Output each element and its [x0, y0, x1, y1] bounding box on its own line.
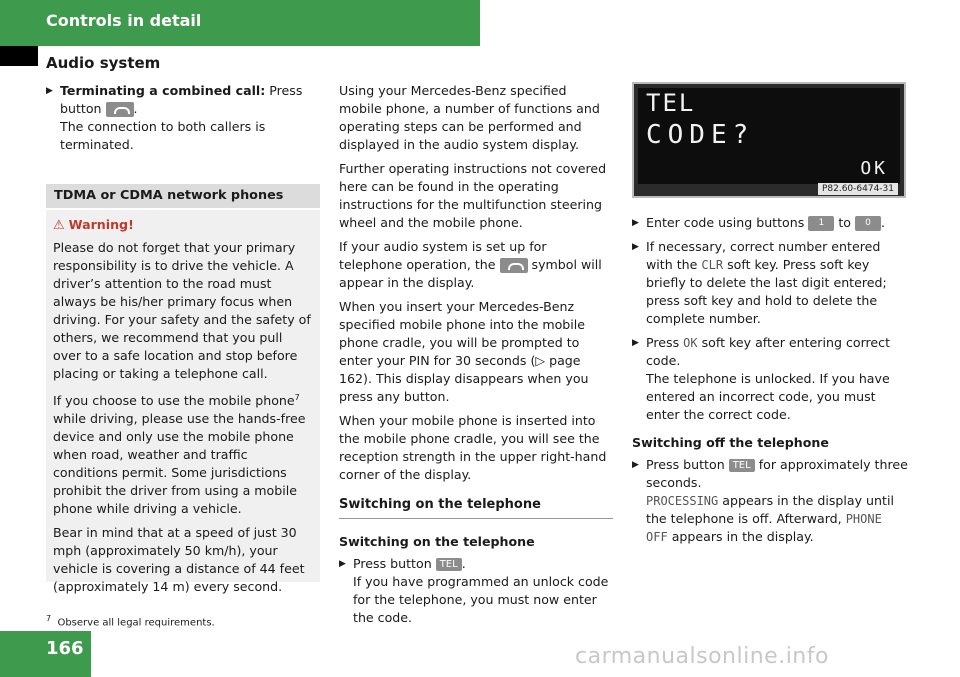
end-call-key-icon — [106, 102, 134, 117]
warning-paragraph-1: Please do not forget that your primary responsibility is to drive the vehicle. A driver’s attention to the road must always be his/her primary focus when driving. For your safety and the safety of others, we recommend that you pull over to a safe location and stop before placing or taking a telephone call. — [53, 240, 311, 381]
bullet-correct-number: ▶ If necessary, correct number entered with the CLR soft key. Press soft key briefly to delete the last digit entered; press soft key and hold to delete the complete number. — [632, 239, 887, 326]
figure-code: P82.60-6474-31 — [818, 183, 898, 195]
warning-title: ⚠ Warning! — [53, 217, 134, 233]
bullet-press-ok: ▶ Press OK soft key after entering correct code. The telephone is unlocked. If you have entered an incorrect code, you must enter the correct code. — [632, 335, 891, 422]
column-right — [632, 82, 908, 552]
tel-key: TEL — [729, 459, 755, 472]
bullet-enter-code: ▶ Enter code using buttons 1 to 0 . — [632, 215, 885, 230]
processing-label: PROCESSING — [646, 494, 719, 508]
switching-on-heading: Switching on the telephone — [339, 496, 613, 519]
clr-softkey-label: CLR — [701, 258, 724, 272]
tel-key: TEL — [436, 558, 462, 571]
key-0: 0 — [855, 216, 881, 231]
paragraph-5: When your mobile phone is inserted into the mobile phone cradle, you will see the reception strength in the upper right-hand corner of the display. — [339, 413, 607, 482]
audio-display-figure — [632, 82, 906, 198]
arrow-icon: ▶ — [339, 559, 346, 569]
arrow-icon: ▶ — [632, 242, 639, 252]
page-number: 166 — [46, 638, 84, 659]
footnote-ref: 7 — [294, 393, 300, 402]
ok-softkey-label: OK — [683, 336, 698, 350]
header-marker — [0, 46, 38, 66]
chapter-title: Controls in detail — [46, 11, 202, 30]
telephone-symbol-icon — [500, 258, 528, 273]
phone-off-label: PHONE OFF — [646, 512, 882, 544]
paragraph-2: Further operating instructions not covered here can be found in the operating instructions for the multifunction steering wheel and the mobile phone. — [339, 161, 607, 230]
tdma-section-heading: TDMA or CDMA network phones — [46, 184, 320, 208]
switching-on-subheading: Switching on the telephone — [339, 534, 535, 549]
warning-box — [46, 210, 320, 595]
lcd-line-code: CODE? — [646, 120, 755, 150]
warning-triangle-icon: ⚠ — [53, 218, 65, 233]
watermark: carmanualsonline.info — [575, 644, 829, 669]
paragraph-3: If your audio system is set up for telephone operation, the symbol will appear in the display. — [339, 239, 602, 290]
key-1: 1 — [808, 216, 834, 231]
bullet-terminate-call: ▶ Terminating a combined call: Press button . The connection to both callers is terminated. — [46, 83, 303, 152]
switching-off-subheading: Switching off the telephone — [632, 435, 829, 450]
arrow-icon: ▶ — [46, 86, 53, 96]
arrow-icon: ▶ — [632, 460, 639, 470]
section-title: Audio system — [46, 54, 161, 72]
lcd-ok-softkey: OK — [860, 158, 888, 179]
arrow-icon: ▶ — [632, 338, 639, 348]
footnote: $^7$ Observe all legal requirements. — [46, 614, 215, 629]
paragraph-4: When you insert your Mercedes-Benz specified mobile phone into the mobile phone cradle, you will be prompted to enter your PIN for 30 seconds (▷ page 162). This display disappears when you press any button. — [339, 299, 589, 404]
arrow-icon: ▶ — [632, 218, 639, 228]
bullet-switch-off: ▶ Press button TEL for approximately three seconds. PROCESSING appears in the display until the telephone is off. Afterward, PHONE OFF appears in the display. — [632, 457, 908, 544]
terminate-result: The connection to both callers is terminated. — [60, 119, 266, 152]
warning-paragraph-3: Bear in mind that at a speed of just 30 mph (approximately 50 km/h), your vehicle is covering a distance of 44 feet (approximately 14 m) every second. — [53, 525, 305, 595]
paragraph-1: Using your Mercedes-Benz specified mobile phone, a number of functions and operating steps can be performed and displayed in the audio system display. — [339, 83, 600, 152]
warning-paragraph-2: If you choose to use the mobile phone$^7$ while driving, please use the hands-free device and only use the mobile phone when road, weather and traffic conditions permit. Some jurisdictions prohibit the driver from using a mobile phone while driving a vehicle. — [53, 393, 306, 517]
lcd-screen — [638, 88, 900, 184]
bullet-press-tel: ▶ Press button TEL . If you have programmed an unlock code for the telephone, you must now enter the code. — [339, 556, 609, 625]
column-middle — [339, 82, 613, 633]
lcd-line-tel: TEL — [646, 89, 696, 117]
column-left — [46, 82, 320, 160]
